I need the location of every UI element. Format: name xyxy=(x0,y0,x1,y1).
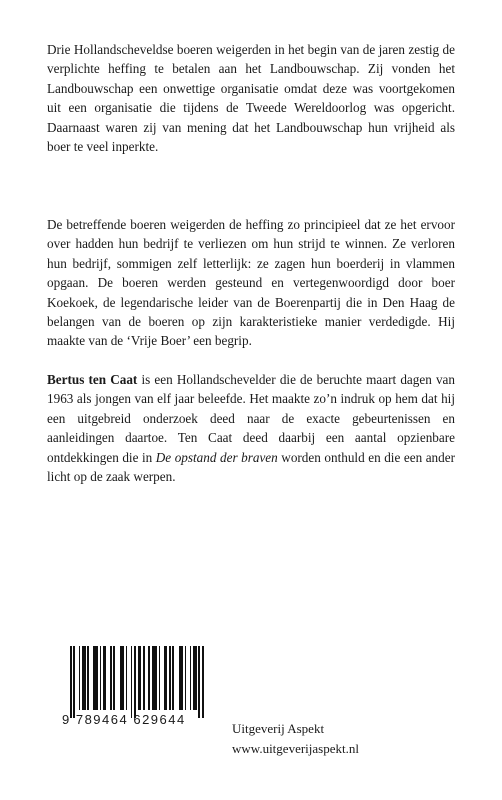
barcode-bars xyxy=(70,646,204,710)
publisher-info xyxy=(232,719,359,759)
isbn-number: 9 789464 629644 xyxy=(62,712,186,727)
author-name: Bertus ten Caat xyxy=(47,372,138,387)
book-title: De opstand der braven xyxy=(155,449,278,465)
barcode-bar xyxy=(202,646,204,718)
isbn-barcode xyxy=(60,640,210,730)
publisher-website[interactable]: www.uitgeverijaspekt.nl xyxy=(232,741,359,756)
author-bio-part-1: is een Hollandschevelder die de beruchte maart dagen van 1963 als jongen van elf jaar beleefde. Het maakte zo’n indruk op hem dat hij een uitgebreid onderzoek deed naar de exacte gebeurtenissen en aanleidingen daartoe. Ten Caat deed daarbij een aantal opzienbare ontdekkingen die in xyxy=(47,372,455,465)
author-bio-part-2: worden onthuld en die een ander licht op de zaak werpen. xyxy=(47,449,455,485)
author-paragraph xyxy=(47,370,455,486)
publisher-name: Uitgeverij Aspekt xyxy=(232,721,325,736)
blurb-paragraph-1: Drie Hollandscheveldse boeren weigerden in het begin van de jaren zestig de verplichte heffing te betalen aan het Landbouwschap. Zij vonden het Landbouwschap een onwettige organisatie omdat deze was voortgekomen uit een organisatie die tijdens de Tweede Wereldoorlog was opgericht. Daarnaast waren zij van mening dat het Landbouwschap hun vrijheid als boer te veel inperkte. xyxy=(47,42,455,155)
blurb-paragraph-2: De betreffende boeren weigerden de heffing zo principieel dat ze het ervoor over hadden hun bedrijf te verliezen om hun strijd te winnen. Ze verloren hun bedrijf, sommigen zelf letterlijk: ze zagen hun boerderij in vlammen opgaan. De boeren werden gesteund en vertegenwoordigd door boer Koekoek, de legendarische leider van de Boerenpartij die in Den Haag de belangen van de boeren op zijn karakteristieke manier verdedigde. Hij maakte van de ‘Vrije Boer’ een begrip. xyxy=(47,217,455,349)
